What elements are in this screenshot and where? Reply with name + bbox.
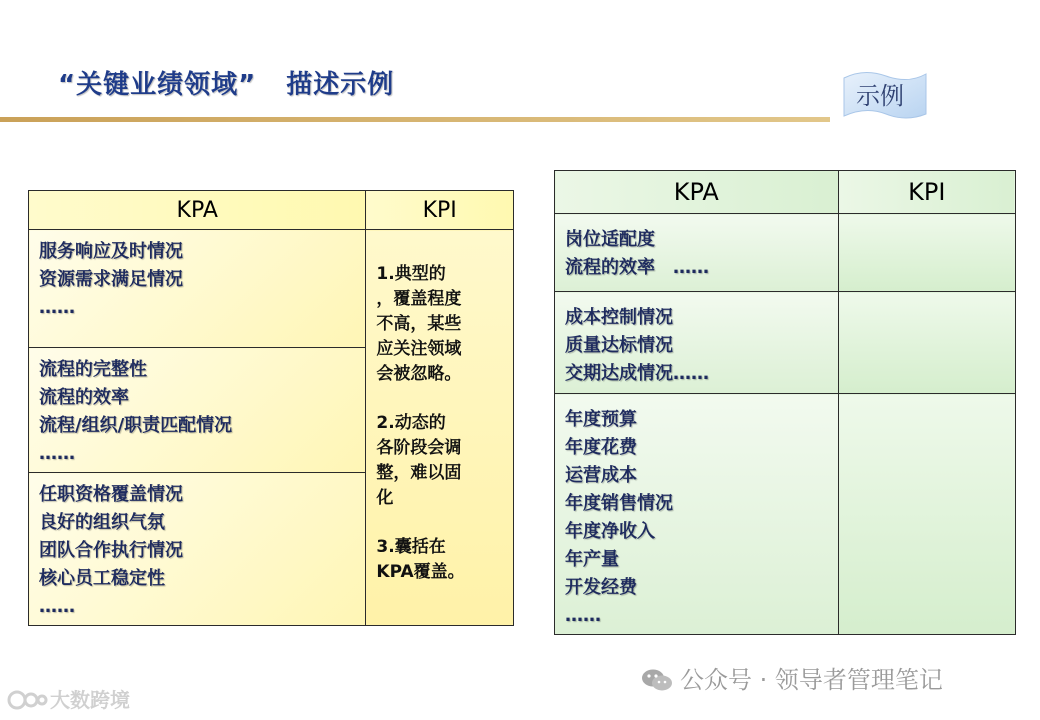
wechat-icon	[640, 668, 674, 692]
right-kpa-kpi-table	[554, 170, 1016, 635]
kpi-note-line: 1.典型的	[376, 264, 446, 284]
list-item: 核心员工稳定性	[39, 568, 165, 589]
kpi-note-line: 各阶段会调	[376, 438, 462, 458]
kpi-note-line: 会被忽略。	[376, 364, 462, 384]
right-kpi-cell-2	[838, 292, 1015, 394]
kpi-note-line: KPA覆盖。	[376, 562, 465, 582]
watermark-text: 公众号 · 领导者管理笔记	[680, 666, 943, 694]
left-kpi-notes-cell	[366, 230, 514, 626]
list-item: ……	[39, 297, 75, 318]
kpi-note-line: 不高，某些	[376, 314, 462, 334]
kpi-note-line: 应关注领域	[376, 339, 462, 359]
list-item: 年度净收入	[565, 521, 655, 542]
kpi-note-line: ，覆盖程度	[376, 289, 462, 309]
list-item: 运营成本	[565, 465, 637, 486]
title-part-2: 描述示例	[286, 70, 395, 100]
left-kpa-cell-2	[29, 348, 366, 473]
list-item: 年产量	[565, 549, 619, 570]
list-item: ……	[39, 596, 75, 617]
left-header-kpa: KPA	[29, 191, 366, 230]
list-item: 服务响应及时情况	[39, 241, 183, 262]
list-item: 交期达成情况……	[565, 363, 709, 384]
example-badge-label: 示例	[856, 82, 904, 110]
corner-logo	[6, 684, 130, 713]
title-part-1: “关键业绩领域”	[58, 70, 257, 100]
kpi-note-line: 整，难以固	[376, 463, 462, 483]
right-kpa-cell-2	[555, 292, 839, 394]
list-item: 良好的组织气氛	[39, 512, 165, 533]
logo-mark-icon	[6, 689, 50, 711]
right-kpa-cell-1	[555, 214, 839, 292]
list-item: 流程的效率	[39, 387, 129, 408]
logo-text: 大数跨境	[50, 688, 130, 712]
list-item: 成本控制情况	[565, 307, 673, 328]
list-item: 年度花费	[565, 437, 637, 458]
right-kpa-cell-3	[555, 394, 839, 635]
right-kpi-cell-1	[838, 214, 1015, 292]
page-title	[58, 64, 394, 101]
list-item: 开发经费	[565, 577, 637, 598]
list-item: 流程的效率 ……	[565, 257, 709, 278]
left-kpa-cell-1	[29, 230, 366, 348]
list-item: 资源需求满足情况	[39, 269, 183, 290]
title-underline	[0, 117, 830, 122]
left-kpa-cell-3	[29, 473, 366, 626]
list-item: 质量达标情况	[565, 335, 673, 356]
list-item: 任职资格覆盖情况	[39, 484, 183, 505]
list-item: 流程/组织/职责匹配情况	[39, 415, 233, 436]
list-item: ……	[39, 443, 75, 464]
kpi-note-line: 3.囊括在	[376, 537, 446, 557]
left-kpa-kpi-table	[28, 190, 514, 626]
kpi-note-line: 2.动态的	[376, 413, 446, 433]
watermark	[640, 660, 943, 695]
list-item: 岗位适配度	[565, 229, 655, 250]
right-kpi-cell-3	[838, 394, 1015, 635]
right-header-kpa: KPA	[555, 171, 839, 214]
kpi-note-line: 化	[376, 488, 394, 508]
list-item: 流程的完整性	[39, 359, 147, 380]
left-header-kpi: KPI	[366, 191, 514, 230]
list-item: ……	[565, 605, 601, 626]
list-item: 年度预算	[565, 409, 637, 430]
list-item: 团队合作执行情况	[39, 540, 183, 561]
right-header-kpi: KPI	[838, 171, 1015, 214]
list-item: 年度销售情况	[565, 493, 673, 514]
